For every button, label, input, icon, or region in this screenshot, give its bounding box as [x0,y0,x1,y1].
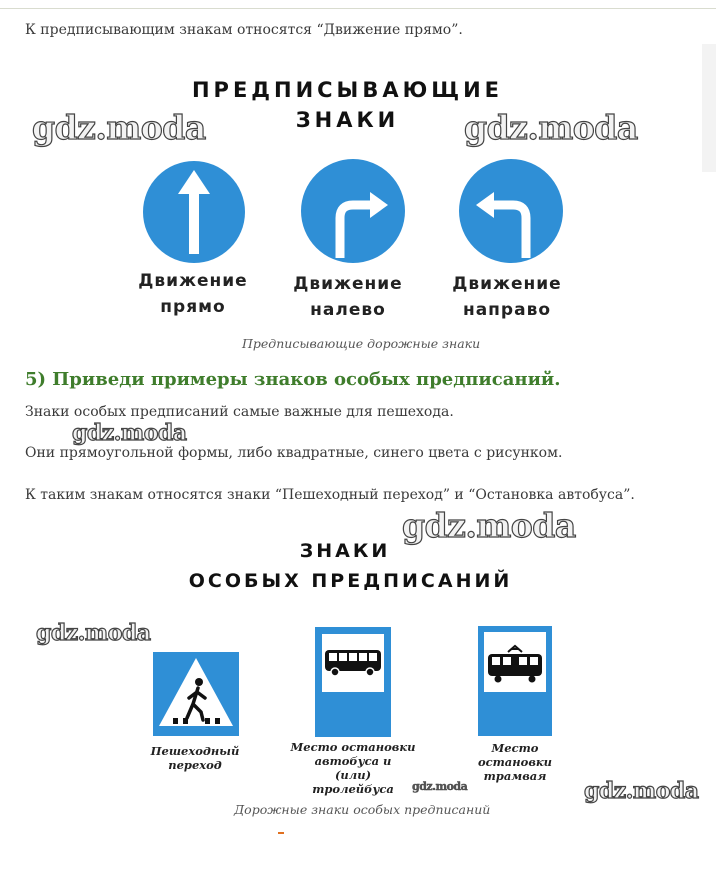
side-ad-strip [702,44,716,172]
poster-title-2: ЗНАКИ [295,108,400,132]
poster-title-1: ПРЕДПИСЫВАЮЩИЕ [191,78,503,102]
section-heading: 5) Приведи примеры знаков особых предписаний. [25,369,561,390]
sign-label-left [273,271,423,323]
watermark: gdz.moda [402,506,576,545]
paragraph: Они прямоугольной формы, либо квадратные, синего цвета с рисунком. [25,445,563,461]
poster-title-1: ЗНАКИ [299,540,391,562]
sign-label-right [432,271,582,323]
sign-label-bus [283,740,423,796]
sign-label-line: прямо [160,297,226,317]
arrow-turn-left-icon [458,158,564,264]
watermark: gdz.moda [464,108,638,147]
watermark: gdz.moda [32,108,206,147]
sign-label-line: Пешеходный [150,744,240,758]
watermark: gdz.moda [584,778,699,804]
sign-label-pedestrian [130,744,260,772]
figure-caption-2: Дорожные знаки особых предписаний [234,802,491,817]
sign-label-line: трамвая [483,769,547,783]
sign-label-line: переход [168,758,222,772]
sign-label-straight [118,268,268,320]
tram-icon [478,626,552,736]
sign-label-line: налево [310,300,386,320]
sign-label-line: Движение [293,274,403,294]
sign-label-line: Место остановки [290,740,416,754]
sign-label-line: направо [462,300,552,320]
watermark: gdz.moda [412,780,468,793]
divider-dash [278,832,284,834]
bus-icon [315,627,391,737]
sign-label-line: Движение [138,271,248,291]
sign-label-tram [460,741,570,783]
pedestrian-icon [153,652,239,736]
figure-caption-1: Предписывающие дорожные знаки [242,336,481,351]
sign-label-line: автобуса и [314,754,392,768]
poster-title-2: ОСОБЫХ ПРЕДПИСАНИЙ [188,570,513,592]
sign-label-line: Место [491,741,539,755]
arrow-turn-right-icon [300,158,406,264]
top-divider [0,8,716,9]
intro-text: К предписывающим знакам относятся “Движение прямо”. [25,22,463,38]
paragraph: Знаки особых предписаний самые важные для пешехода. [25,404,454,420]
sign-label-line: остановки [477,755,553,769]
sign-label-line: Движение [452,274,562,294]
sign-label-line: (или) [334,768,372,782]
arrow-up-icon [142,160,246,264]
sign-label-line: тролейбуса [312,782,394,796]
watermark: gdz.moda [72,420,187,446]
paragraph: К таким знакам относятся знаки “Пешеходный переход” и “Остановка автобуса”. [25,487,635,503]
watermark: gdz.moda [36,620,151,646]
